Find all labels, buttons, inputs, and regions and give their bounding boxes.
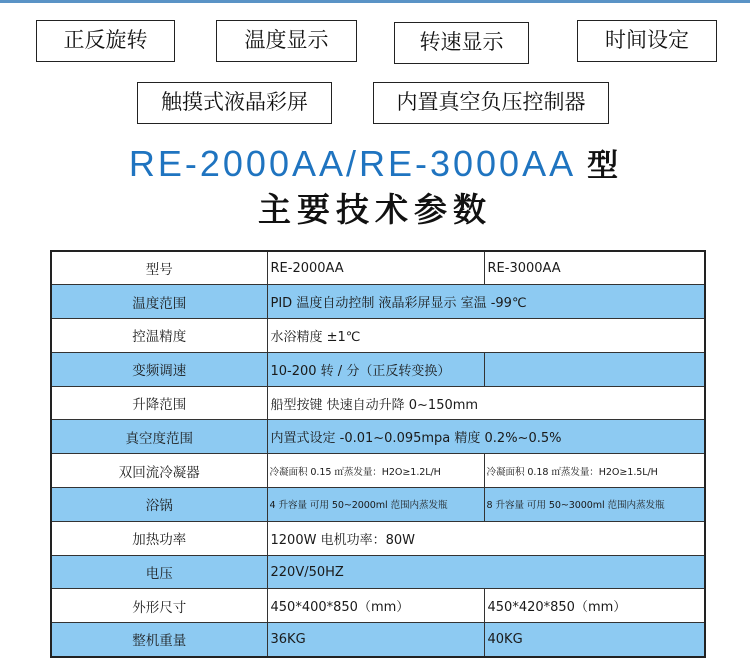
cell-empty — [484, 352, 705, 386]
table-row-model — [51, 251, 705, 285]
cell-re2000: 4 升容量 可用 50~2000ml 范围内蒸发瓶 — [267, 488, 484, 522]
row-label: 电压 — [51, 555, 267, 589]
row-label: 升降范围 — [51, 386, 267, 420]
cell-value: PID 温度自动控制 液晶彩屏显示 室温 -99℃ — [267, 285, 705, 319]
feature-tag-touch-screen: 触摸式液晶彩屏 — [137, 82, 332, 124]
table-row-temperature-accuracy — [51, 319, 705, 353]
row-label: 变频调速 — [51, 352, 267, 386]
cell-value: 10-200 转 / 分（正反转变换） — [267, 352, 484, 386]
cell-re3000: 40KG — [484, 623, 705, 657]
row-label: 浴锅 — [51, 488, 267, 522]
row-label: 加热功率 — [51, 521, 267, 555]
cell-re3000: 8 升容量 可用 50~3000ml 范围内蒸发瓶 — [484, 488, 705, 522]
row-label: 控温精度 — [51, 319, 267, 353]
cell-re2000: 450*400*850（mm） — [267, 589, 484, 623]
cell-value: 船型按键 快速自动升降 0~150mm — [267, 386, 705, 420]
feature-tag-forward-reverse: 正反旋转 — [36, 20, 175, 62]
model-title — [0, 142, 750, 188]
cell-value: 内置式设定 -0.01~0.095mpa 精度 0.2%~0.5% — [267, 420, 705, 454]
table-row-bath — [51, 488, 705, 522]
row-label: 外形尺寸 — [51, 589, 267, 623]
table-row-vacuum-range — [51, 420, 705, 454]
feature-tag-temperature-display: 温度显示 — [216, 20, 357, 62]
feature-tag-speed-display: 转速显示 — [394, 22, 529, 64]
table-row-temperature-range — [51, 285, 705, 319]
table-row-weight — [51, 623, 705, 657]
model-title-suffix: 型 — [587, 148, 622, 184]
table-row-heating-power — [51, 521, 705, 555]
table-row-speed-control — [51, 352, 705, 386]
row-label: 双回流冷凝器 — [51, 454, 267, 488]
cell-re2000: RE-2000AA — [267, 251, 484, 285]
row-label: 型号 — [51, 251, 267, 285]
cell-re3000: 450*420*850（mm） — [484, 589, 705, 623]
top-divider — [0, 0, 750, 3]
cell-re2000: 冷凝面积 0.15 ㎡蒸发量：H2O≥1.2L/H — [267, 454, 484, 488]
row-label: 整机重量 — [51, 623, 267, 657]
spec-heading: 主要技术参数 — [258, 190, 492, 229]
model-title-code: RE-2000AA/RE-3000AA — [128, 143, 575, 184]
row-label: 真空度范围 — [51, 420, 267, 454]
table-row-voltage — [51, 555, 705, 589]
table-row-dimensions — [51, 589, 705, 623]
cell-re3000: RE-3000AA — [484, 251, 705, 285]
cell-value: 1200W 电机功率：80W — [267, 521, 705, 555]
cell-value: 220V/50HZ — [267, 555, 705, 589]
row-label: 温度范围 — [51, 285, 267, 319]
feature-tag-time-setting: 时间设定 — [577, 20, 717, 62]
cell-re3000: 冷凝面积 0.18 ㎡蒸发量：H2O≥1.5L/H — [484, 454, 705, 488]
feature-tag-vacuum-controller: 内置真空负压控制器 — [373, 82, 609, 124]
table-row-condenser — [51, 454, 705, 488]
table-row-lift-range — [51, 386, 705, 420]
cell-re2000: 36KG — [267, 623, 484, 657]
cell-value: 水浴精度 ±1℃ — [267, 319, 705, 353]
spec-table — [50, 250, 706, 658]
